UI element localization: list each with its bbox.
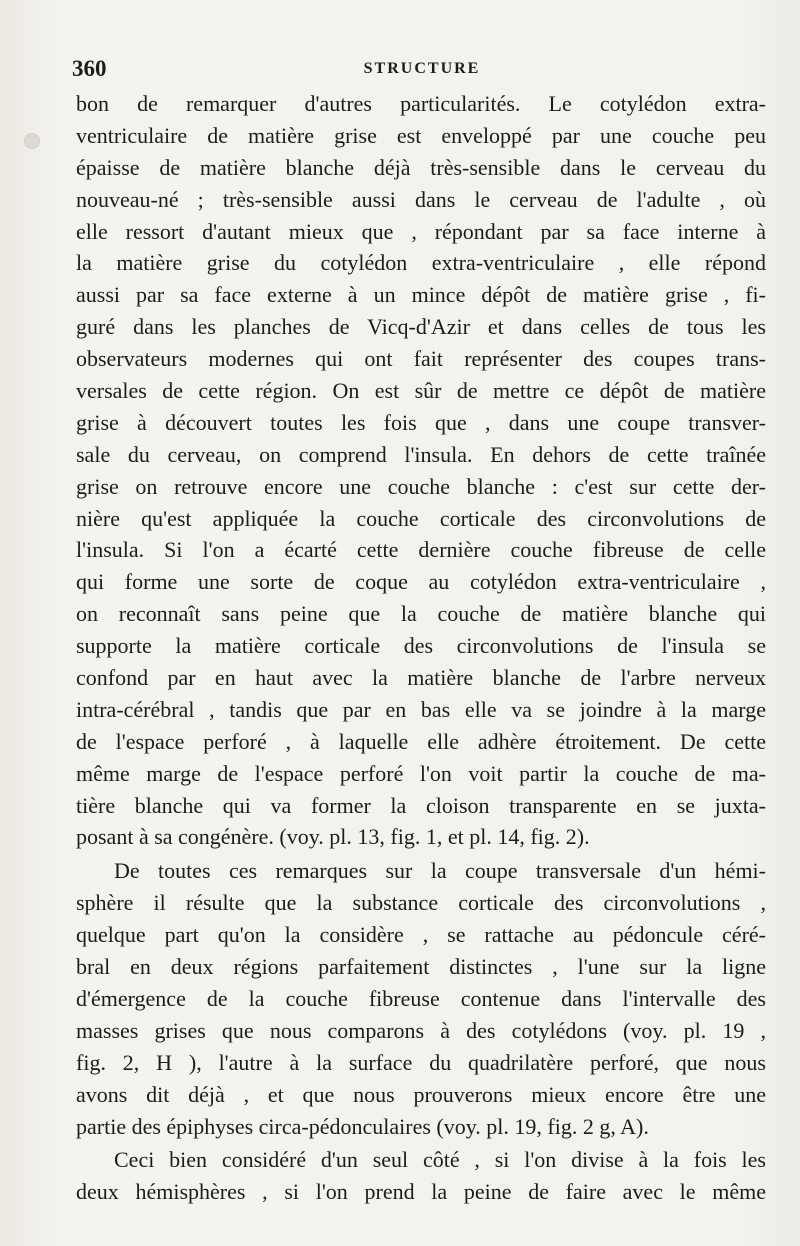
text-line: de l'espace perforé , à laquelle elle adhère étroitement. De cette xyxy=(76,728,766,754)
text-line: Ceci bien considéré d'un seul côté , si l'on divise à la fois les xyxy=(114,1147,766,1173)
text-line: elle ressort d'autant mieux que , répondant par sa face interne à xyxy=(76,218,766,244)
text-line: grise à découvert toutes les fois que , dans une coupe transver- xyxy=(76,409,766,435)
text-line: nouveau-né ; très-sensible aussi dans le cerveau de l'adulte , où xyxy=(76,186,766,212)
paragraph xyxy=(76,855,766,1142)
text-line: aussi par sa face externe à un mince dépôt de matière grise , fi- xyxy=(76,282,766,308)
text-line: bral en deux régions parfaitement distinctes , l'une sur la ligne xyxy=(76,954,766,980)
body-text xyxy=(76,88,766,1208)
text-line: guré dans les planches de Vicq-d'Azir et dans celles de tous les xyxy=(76,314,766,340)
paper-spot xyxy=(24,133,40,149)
text-line: versales de cette région. On est sûr de mettre ce dépôt de matière xyxy=(76,378,766,404)
text-line: la matière grise du cotylédon extra-ventriculaire , elle répond xyxy=(76,250,766,276)
text-line: ventriculaire de matière grise est enveloppé par une couche peu xyxy=(76,122,766,148)
text-line: deux hémisphères , si l'on prend la peine de faire avec le même xyxy=(76,1179,766,1205)
running-head: STRUCTURE xyxy=(363,60,481,77)
text-line: on reconnaît sans peine que la couche de matière blanche qui xyxy=(76,601,766,627)
text-line: intra-cérébral , tandis que par en bas elle va se joindre à la marge xyxy=(76,696,766,722)
text-line: supporte la matière corticale des circonvolutions de l'insula se xyxy=(76,633,766,659)
paragraph xyxy=(76,88,766,853)
page-header xyxy=(72,56,762,86)
text-line: bon de remarquer d'autres particularités. Le cotylédon extra- xyxy=(76,91,766,116)
text-line: De toutes ces remarques sur la coupe transversale d'un hémi- xyxy=(114,858,766,884)
text-line: même marge de l'espace perforé l'on voit partir la couche de ma- xyxy=(76,760,766,786)
text-line: sphère il résulte que la substance corticale des circonvolutions , xyxy=(76,890,766,916)
text-line: posant à sa congénère. (voy. pl. 13, fig. 1, et pl. 14, fig. 2). xyxy=(76,824,590,850)
text-line: confond par en haut avec la matière blanche de l'arbre nerveux xyxy=(76,665,766,691)
text-line: quelque part qu'on la considère , se rattache au pédoncule céré- xyxy=(76,922,766,948)
text-line: tière blanche qui va former la cloison transparente en se juxta- xyxy=(76,792,766,818)
text-line: partie des épiphyses circa-pédonculaires (voy. pl. 19, fig. 2 g, A). xyxy=(76,1113,649,1139)
text-line: nière qu'est appliquée la couche corticale des circonvolutions de xyxy=(76,505,766,531)
paragraph xyxy=(76,1144,766,1208)
text-line: épaisse de matière blanche déjà très-sensible dans le cerveau du xyxy=(76,154,766,180)
text-line: sale du cerveau, on comprend l'insula. En dehors de cette traînée xyxy=(76,441,766,467)
text-line: masses grises que nous comparons à des cotylédons (voy. pl. 19 , xyxy=(76,1017,766,1043)
text-line: grise on retrouve encore une couche blanche : c'est sur cette der- xyxy=(76,473,766,499)
text-line: observateurs modernes qui ont fait représenter des coupes trans- xyxy=(76,346,766,372)
page-number: 360 xyxy=(72,56,107,81)
text-line: l'insula. Si l'on a écarté cette dernière couche fibreuse de celle xyxy=(76,537,766,563)
text-line: avons dit déjà , et que nous prouverons mieux encore être une xyxy=(76,1081,766,1107)
text-line: d'émergence de la couche fibreuse contenue dans l'intervalle des xyxy=(76,985,766,1011)
text-line: fig. 2, H ), l'autre à la surface du quadrilatère perforé, que nous xyxy=(76,1049,766,1075)
text-line: qui forme une sorte de coque au cotylédon extra-ventriculaire , xyxy=(76,569,766,595)
